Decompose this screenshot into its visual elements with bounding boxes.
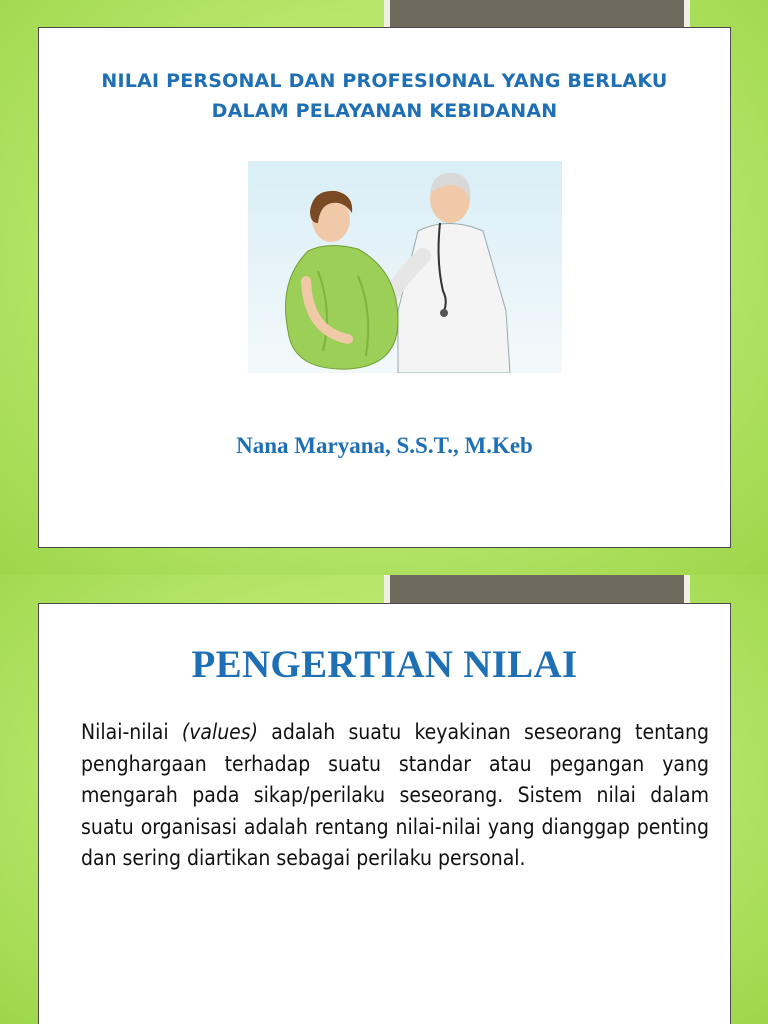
title-line-1: NILAI PERSONAL DAN PROFESIONAL YANG BERLAKU — [101, 70, 668, 92]
paragraph-rest: adalah suatu keyakinan seseorang tentang penghargaan terhadap suatu standar atau pegangan yang mengarah pada sikap/perilaku seseorang. Sistem nilai dalam suatu organisasi adalah rentang nilai-nilai yang dianggap penting dan sering diartikan sebagai perilaku personal. — [81, 720, 710, 870]
paragraph-lead: Nilai-nilai — [81, 720, 182, 744]
paragraph-italic-term: (values) — [181, 720, 259, 744]
doctor-pregnant-woman-illustration — [248, 161, 562, 373]
definition-paragraph — [81, 717, 709, 875]
slide-1-card — [38, 27, 731, 548]
slide-1-title — [39, 66, 730, 126]
slide-2 — [0, 575, 768, 1024]
author-name: Nana Maryana, S.S.T., M.Keb — [236, 433, 533, 458]
section-heading: PENGERTIAN NILAI — [191, 643, 578, 686]
title-line-2: DALAM PELAYANAN KEBIDANAN — [211, 100, 558, 122]
slide-2-card — [38, 603, 731, 1024]
